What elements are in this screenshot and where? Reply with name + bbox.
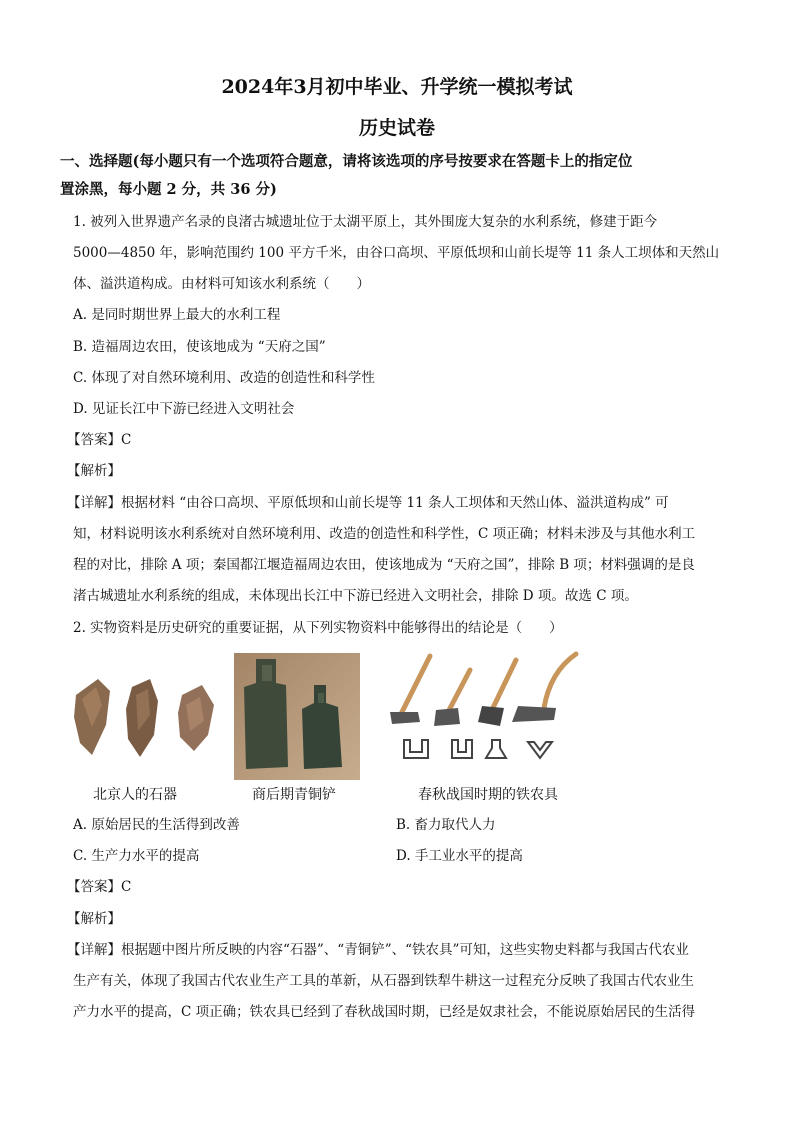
q1-detail-line4: 渚古城遗址水利系统的组成，未体现出长江中下游已经进入文明社会，排除 D 项。故选 C 项。 — [73, 588, 638, 604]
q1-option-b: B. 造福周边农田，使该地成为 “天府之国” — [73, 339, 326, 355]
stone-tools-image — [70, 665, 220, 765]
q1-detail-line2: 知，材料说明该水利系统对自然环境利用、改造的创造性和科学性，C 项正确；材料未涉及与其他水利工 — [73, 526, 696, 542]
iron-tools-image — [388, 650, 583, 765]
q2-answer: 【答案】C — [67, 879, 132, 895]
q2-option-a: A. 原始居民的生活得到改善 — [73, 817, 240, 833]
bronze-spades-image — [234, 653, 360, 780]
caption-stone-tools: 北京人的石器 — [93, 787, 177, 803]
q1-stem-line1: 1. 被列入世界遗产名录的良渚古城遗址位于太湖平原上，其外围庞大复杂的水利系统，修建于距今 — [73, 214, 658, 230]
q2-detail-line1: 【详解】根据题中图片所反映的内容“石器”、“青铜铲”、“铁农具”可知，这些实物史料都与我国古代农业 — [67, 942, 689, 958]
q2-detail-line2: 生产有关，体现了我国古代农业生产工具的革新，从石器到铁犁牛耕这一过程充分反映了我国古代农业生 — [73, 973, 694, 989]
q1-stem-line3: 体、溢洪道构成。由材料可知该水利系统（ ） — [73, 276, 370, 292]
caption-bronze-spades: 商后期青铜铲 — [252, 787, 336, 803]
section-heading-line2: 置涂黑，每小题 2 分，共 36 分) — [60, 181, 277, 198]
q1-detail-line3: 程的对比，排除 A 项；秦国都江堰造福周边农田，使该地成为 “天府之国”，排除 B 项；材料强调的是良 — [73, 557, 695, 573]
q2-stem: 2. 实物资料是历史研究的重要证据，从下列实物资料中能够得出的结论是（ ） — [73, 620, 563, 636]
q2-option-d: D. 手工业水平的提高 — [396, 848, 523, 864]
q2-option-b: B. 畜力取代人力 — [396, 817, 496, 833]
section-heading-line1: 一、选择题(每小题只有一个选项符合题意，请将该选项的序号按要求在答题卡上的指定位 — [60, 153, 633, 170]
exam-title: 2024年3月初中毕业、升学统一模拟考试 — [221, 76, 573, 98]
q2-option-c: C. 生产力水平的提高 — [73, 848, 200, 864]
caption-iron-tools: 春秋战国时期的铁农具 — [418, 787, 558, 803]
q1-option-c: C. 体现了对自然环境利用、改造的创造性和科学性 — [73, 370, 375, 386]
exam-subtitle: 历史试卷 — [358, 117, 435, 139]
q1-option-a: A. 是同时期世界上最大的水利工程 — [73, 307, 281, 323]
q1-stem-line2: 5000—4850 年，影响范围约 100 平方千米，由谷口高坝、平原低坝和山前长堤等 11 条人工坝体和天然山 — [73, 245, 720, 261]
q1-detail-line1: 【详解】根据材料 “由谷口高坝、平原低坝和山前长堤等 11 条人工坝体和天然山体、溢洪道构成” 可 — [67, 495, 669, 511]
q2-detail-line3: 产力水平的提高，C 项正确；铁农具已经到了春秋战国时期，已经是奴隶社会，不能说原始居民的生活得 — [73, 1004, 696, 1020]
q1-option-d: D. 见证长江中下游已经进入文明社会 — [73, 401, 295, 417]
q1-answer: 【答案】C — [67, 432, 132, 448]
q2-analysis-label: 【解析】 — [67, 911, 121, 927]
q1-analysis-label: 【解析】 — [67, 463, 121, 479]
